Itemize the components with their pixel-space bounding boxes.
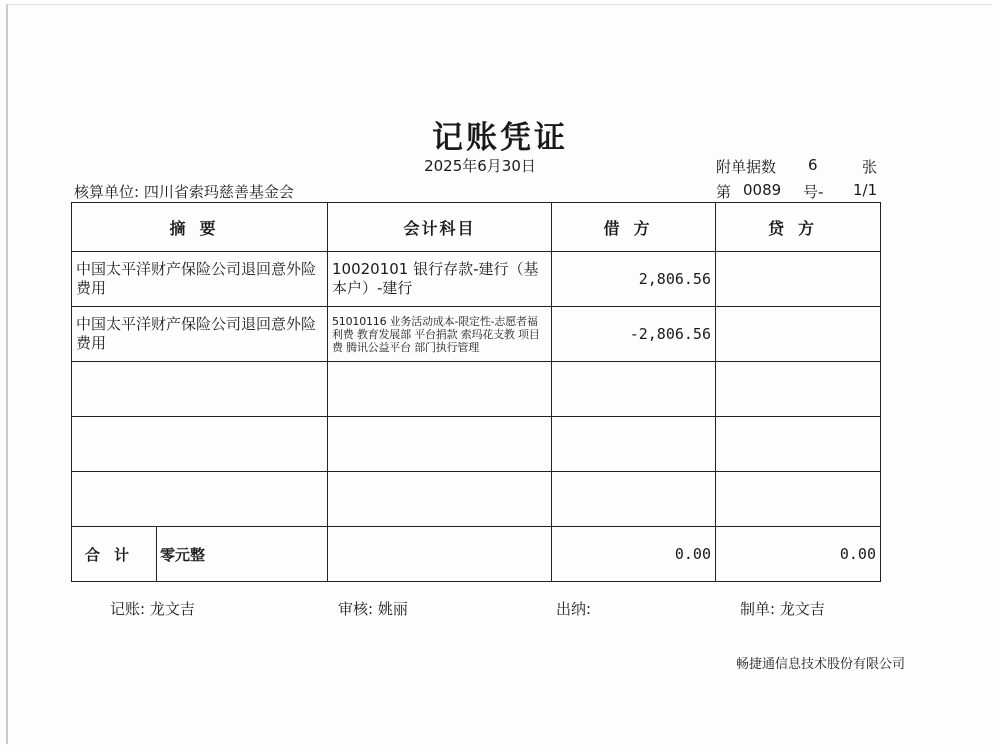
voucher-date: 2025年6月30日 <box>424 157 536 175</box>
voucher-page: 1/1 <box>853 181 878 199</box>
header-account: 会计科目 <box>328 203 552 252</box>
header-credit: 贷方 <box>716 203 881 252</box>
entry-summary: 中国太平洋财产保险公司退回意外险费用 <box>72 252 328 307</box>
voucher-prefix: 第 <box>716 183 732 201</box>
table-row <box>72 307 881 362</box>
table-row-empty <box>72 472 881 527</box>
totals-amount-words: 零元整 <box>160 545 206 564</box>
attachments-unit: 张 <box>862 158 878 176</box>
entry-credit <box>716 307 881 362</box>
entry-account: 51010116 业务活动成本-限定性-志愿者福利费 教育发展部 平台捐款 索玛花支教 项目费 腾讯公益平台 部门执行管理 <box>328 307 552 362</box>
software-company: 畅捷通信息技术股份有限公司 <box>736 657 906 672</box>
cashier-signature: 出纳: <box>556 600 592 618</box>
table-row-empty <box>72 362 881 417</box>
entry-account: 10020101 银行存款-建行（基本户）-建行 <box>328 252 552 307</box>
header-debit: 借方 <box>552 203 716 252</box>
table-row <box>72 252 881 307</box>
entry-credit <box>716 252 881 307</box>
totals-credit: 0.00 <box>716 527 881 582</box>
totals-row <box>72 527 881 582</box>
totals-label: 合计 <box>72 527 157 581</box>
entry-debit: 2,806.56 <box>552 252 716 307</box>
table-header-row <box>72 203 881 252</box>
voucher-table <box>71 202 881 582</box>
totals-debit: 0.00 <box>552 527 716 582</box>
table-row-empty <box>72 417 881 472</box>
accounting-unit: 核算单位: 四川省索玛慈善基金会 <box>74 183 294 201</box>
voucher-suffix: 号- <box>803 183 824 201</box>
voucher-number-value: 0089 <box>743 181 782 199</box>
attachments-label: 附单据数 <box>716 158 777 176</box>
bookkeeper-signature: 记账: 龙文吉 <box>110 600 195 618</box>
reviewer-signature: 审核: 姚丽 <box>338 600 408 618</box>
totals-cell <box>72 527 328 582</box>
voucher-title: 记账凭证 <box>432 120 568 156</box>
header-summary: 摘要 <box>72 203 328 252</box>
preparer-signature: 制单: 龙文吉 <box>740 600 825 618</box>
entry-debit: -2,806.56 <box>552 307 716 362</box>
attachments-count: 6 <box>808 156 818 174</box>
entry-summary: 中国太平洋财产保险公司退回意外险费用 <box>72 307 328 362</box>
